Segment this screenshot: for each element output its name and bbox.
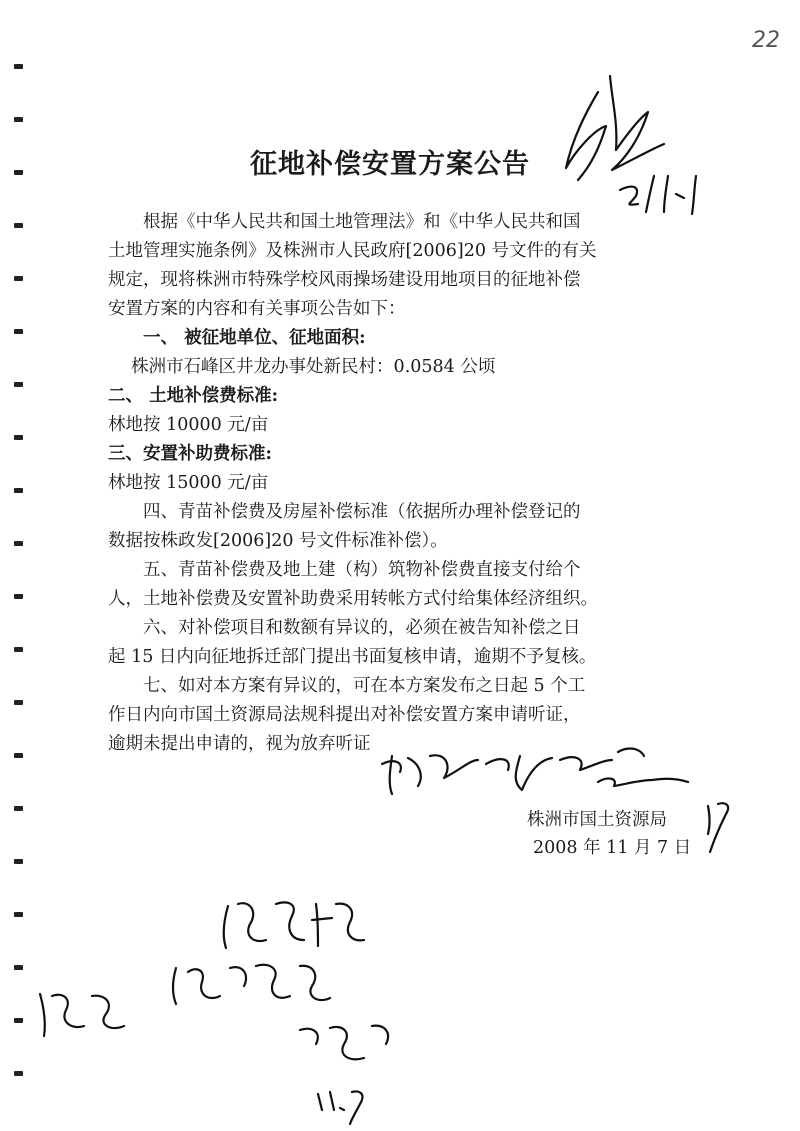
section-line: 六、对补偿项目和数额有异议的，必须在被告知补偿之日 [108,618,581,638]
binding-hole [14,223,23,228]
binding-hole [14,806,23,811]
approval-scribble [566,76,664,180]
intro-line: 根据《中华人民共和国土地管理法》和《中华人民共和国 [108,212,581,232]
binding-hole [14,753,23,758]
intro-line: 规定，现将株洲市特殊学校风雨操场建设用地项目的征地补偿 [108,270,581,290]
binding-hole [14,329,23,334]
binding-hole [14,965,23,970]
section-line: 逾期未提出申请的，视为放弃听证 [108,734,371,754]
binding-hole [14,488,23,493]
section-line: 株洲市石峰区井龙办事处新民村：0.0584 公顷 [108,357,496,377]
binding-hole [14,382,23,387]
binding-holes [0,0,40,1131]
document-title: 征地补偿安置方案公告 [250,149,530,180]
section-line: 林地按 15000 元/亩 [108,473,269,493]
section-heading: 一、 被征地单位、征地面积: [108,328,366,348]
intro-line: 土地管理实施条例》及株洲市人民政府[2006]20 号文件的有关 [108,241,597,261]
binding-hole [14,859,23,864]
binding-hole [14,276,23,281]
section-line: 起 15 日内向征地拆迁部门提出书面复核申请，逾期不予复核。 [108,647,597,667]
binding-hole [14,541,23,546]
side-date-scribble [708,803,728,852]
approve-report-scribble [224,903,364,949]
binding-hole [14,170,23,175]
section-line: 五、青苗补偿费及地上建（构）筑物补偿费直接支付给个 [108,560,581,580]
section-line: 林地按 10000 元/亩 [108,415,269,435]
issuer: 株洲市国土资源局 [527,810,667,830]
binding-hole [14,912,23,917]
initial-scribble [598,779,688,786]
binding-hole [14,700,23,705]
binding-hole [14,64,23,69]
section-line: 七、如对本方案有异议的，可在本方案发布之日起 5 个工 [108,676,586,696]
binding-hole [14,1071,23,1076]
binding-hole [14,647,23,652]
page-number: 22 [752,28,780,53]
section-line: 人，土地补偿费及安置补助费采用转帐方式付给集体经济组织。 [108,589,598,609]
left-signature-scribble [40,994,124,1036]
intro-line: 安置方案的内容和有关事项公告如下： [108,299,406,319]
binding-hole [14,594,23,599]
approve-text-scribble [173,965,330,1004]
lower-name-scribble [300,1026,388,1060]
section-line: 四、青苗补偿费及房屋补偿标准（依据所办理补偿登记的 [108,502,581,522]
section-heading: 三、安置补助费标准: [108,444,272,464]
binding-hole [14,117,23,122]
binding-hole [14,435,23,440]
lower-date-scribble [318,1092,362,1125]
section-line: 作日内向市国土资源局法规科提出对补偿安置方案申请听证， [108,705,581,725]
section-heading: 二、 土地补偿费标准: [108,386,279,406]
section-line: 数据按株政发[2006]20 号文件标准补偿）。 [108,531,448,551]
binding-hole [14,1018,23,1023]
issue-date: 2008 年 11 月 7 日 [533,838,692,858]
